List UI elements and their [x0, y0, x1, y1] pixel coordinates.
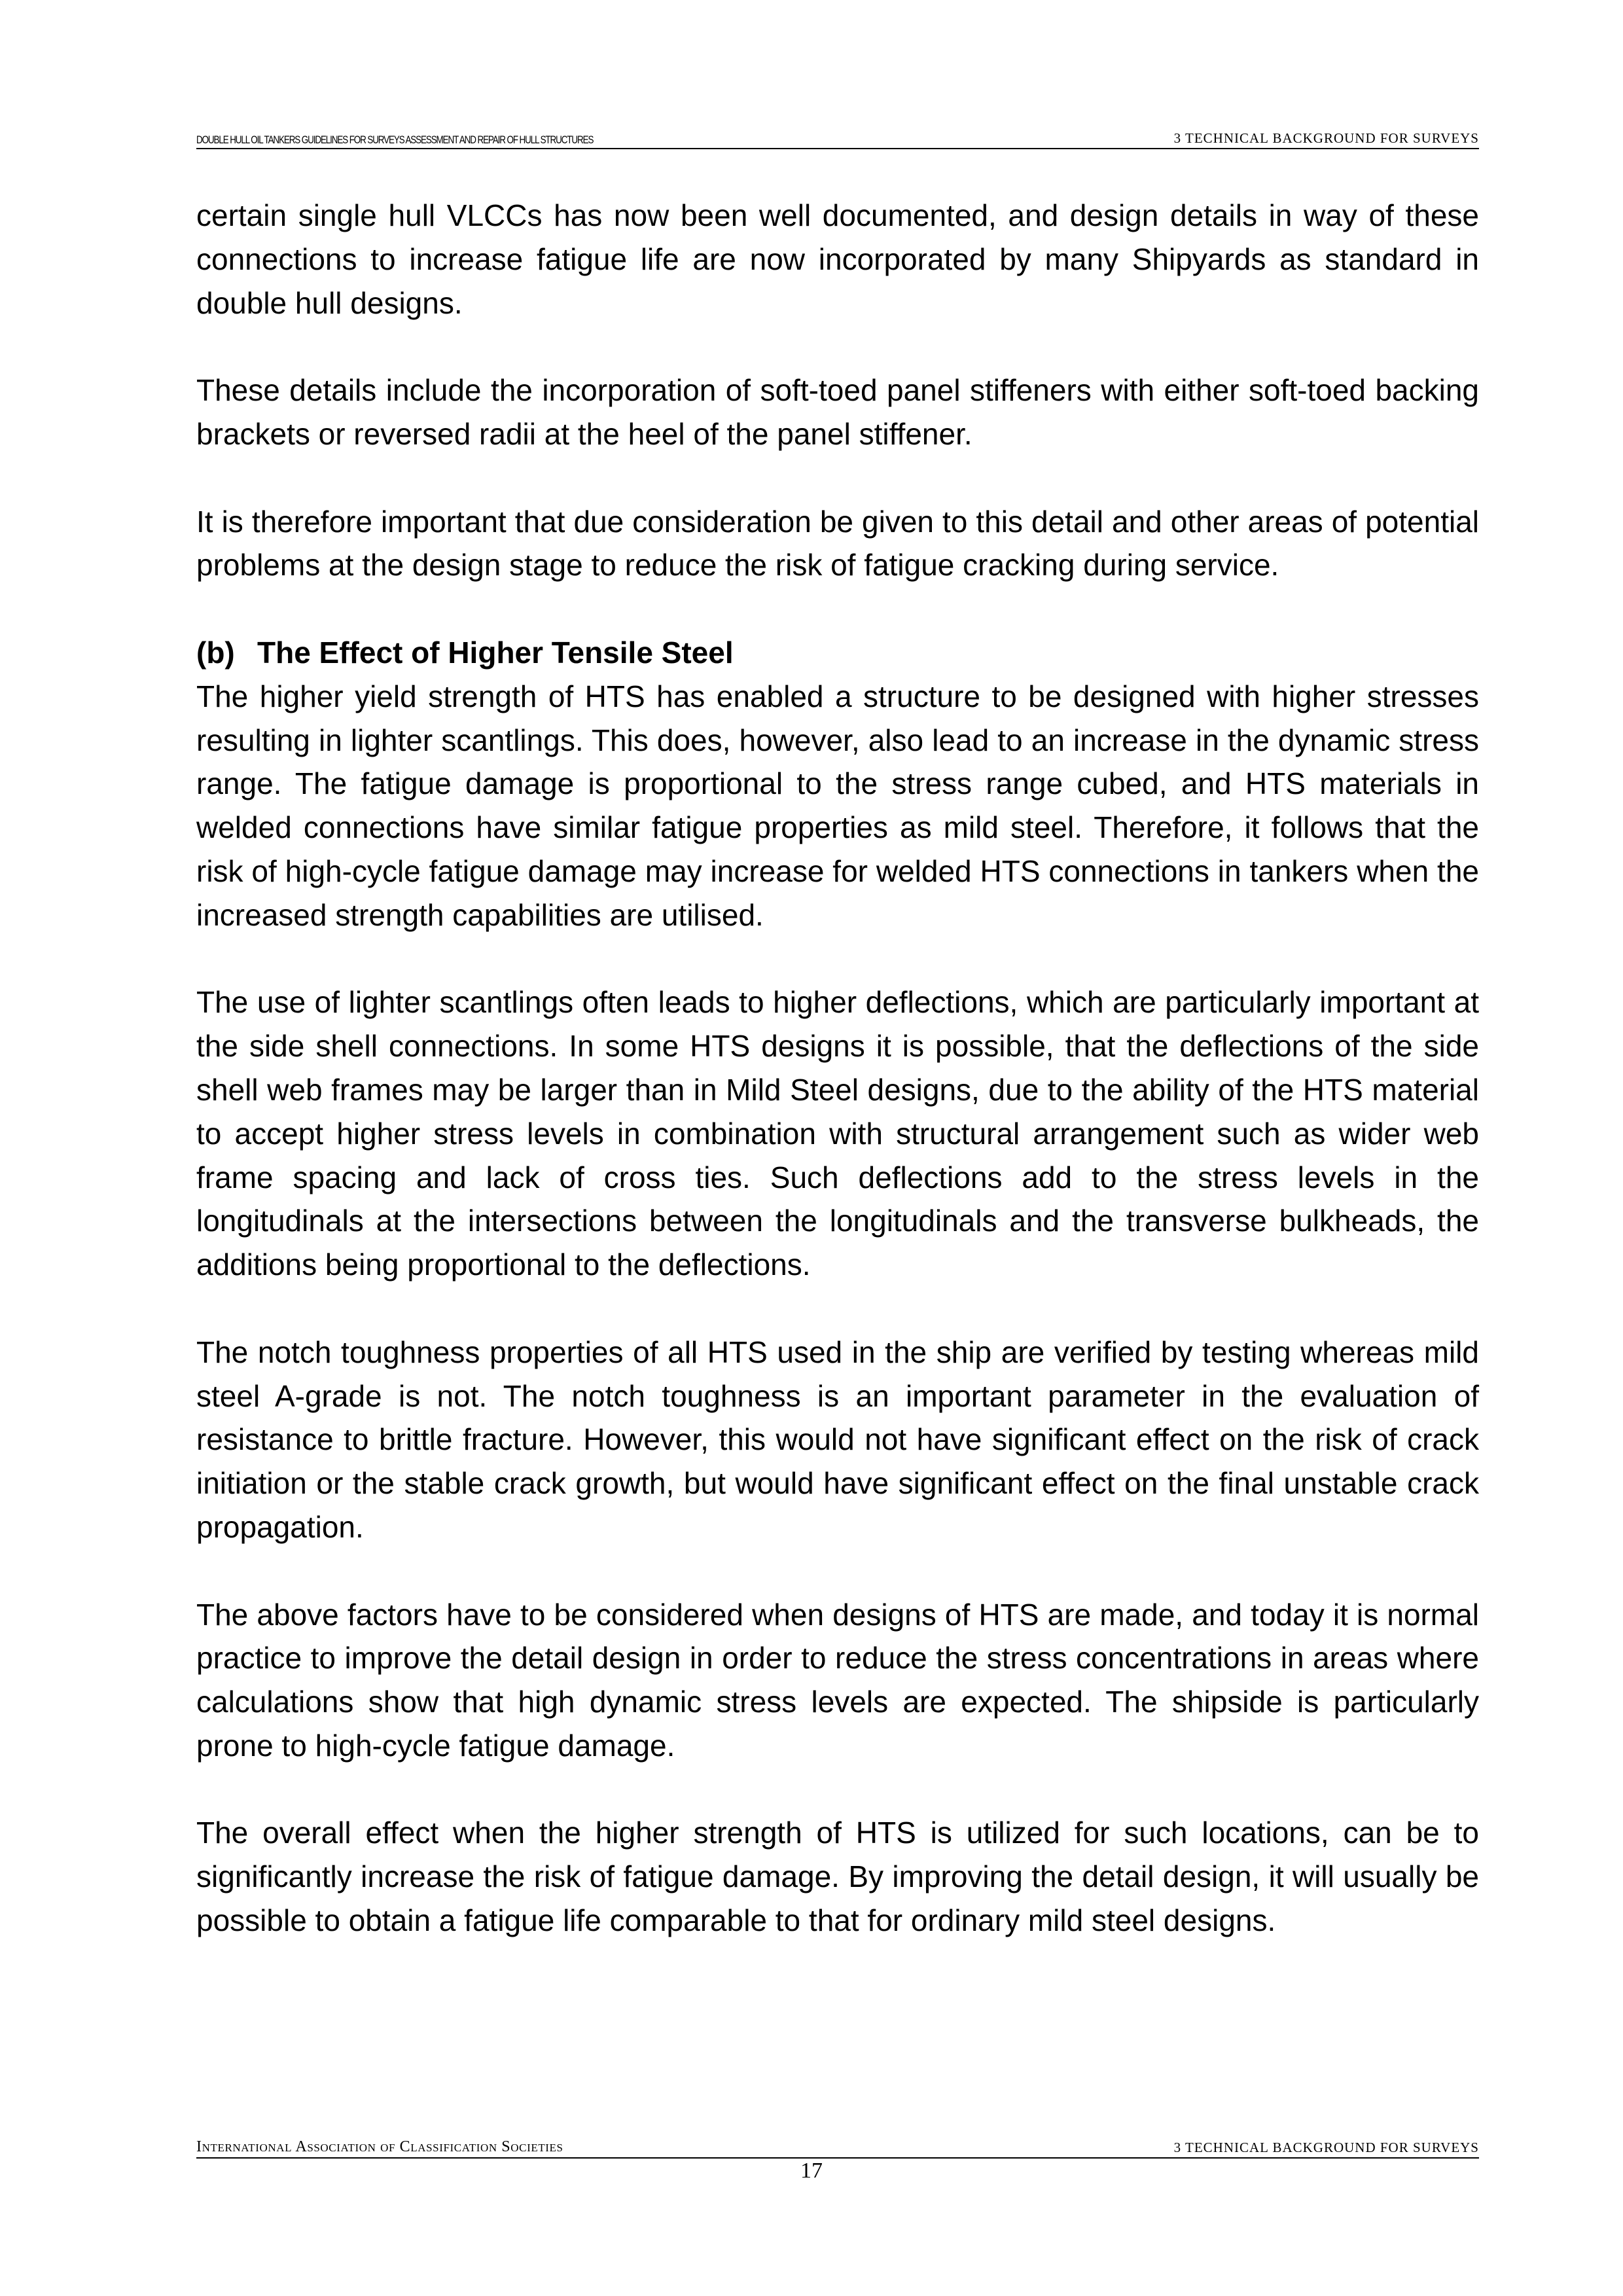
paragraph: certain single hull VLCCs has now been well documented, and design details in way of these connections to increase fatigue life are now incorporated by many Shipyards as standard in double hull designs. [196, 198, 1479, 320]
paragraph: The use of lighter scantlings often leads to higher deflections, which are particularly important at the side shell connections. In some HTS designs it is possible, that the deflections of the side shell web frames may be larger than in Mild Steel designs, due to the ability of the HTS material to accept higher stress levels in combination with structural arrangement such as wider web frame spacing and lack of cross ties. Such deflections add to the stress levels in the longitudinals at the intersections between the longitudinals and the transverse bulkheads, the additions being proportional to the deflections. [196, 985, 1479, 1282]
running-header [196, 131, 1479, 149]
paragraph: These details include the incorporation of soft-toed panel stiffeners with either soft-toed backing brackets or reversed radii at the heel of the panel stiffener. [196, 373, 1479, 451]
paragraph: The notch toughness properties of all HTS used in the ship are verified by testing whereas mild steel A-grade is not. The notch toughness is an important parameter in the evaluation of resistance to brittle fracture. However, this would not have significant effect on the risk of crack initiation or the stable crack growth, but would have significant effect on the final unstable crack propagation. [196, 1335, 1479, 1544]
paragraph: The overall effect when the higher strength of HTS is utilized for such locations, can be to significantly increase the risk of fatigue damage. By improving the detail design, it will usually be possible to obtain a fatigue life comparable to that for ordinary mild steel designs. [196, 1816, 1479, 1938]
paragraph: It is therefore important that due consideration be given to this detail and other areas of potential problems at the design stage to reduce the risk of fatigue cracking during service. [196, 504, 1479, 583]
footer-chapter-title: 3 TECHNICAL BACKGROUND FOR SURVEYS [1173, 2140, 1479, 2155]
running-footer [196, 2139, 1479, 2159]
section-title: The Effect of Higher Tensile Steel [257, 635, 734, 670]
section-label: (b) [196, 635, 235, 670]
page-number: 17 [800, 2159, 823, 2183]
section-heading [196, 631, 1479, 675]
paragraph: The higher yield strength of HTS has enabled a structure to be designed with higher stresses resulting in lighter scantlings. This does, however, also lead to an increase in the dynamic stress range. The fatigue damage is proportional to the stress range cubed, and HTS materials in welded connections have similar fatigue properties as mild steel. Therefore, it follows that the risk of high-cycle fatigue damage may increase for welded HTS connections in tankers when the increased strength capabilities are utilised. [196, 679, 1479, 932]
header-chapter-title: 3 TECHNICAL BACKGROUND FOR SURVEYS [1173, 130, 1479, 146]
footer-organization: International Association of Classification Societies [196, 2138, 563, 2155]
paragraph: The above factors have to be considered when designs of HTS are made, and today it is normal practice to improve the detail design in order to reduce the stress concentrations in areas where calculations show that high dynamic stress levels are expected. The shipside is particularly prone to high-cycle fatigue damage. [196, 1597, 1479, 1763]
header-document-title: DOUBLE HULL OIL TANKERS GUIDELINES FOR SURVEYS ASSESSMENT AND REPAIR OF HULL STRUCTURES [196, 134, 594, 146]
body-text [196, 194, 1479, 1943]
